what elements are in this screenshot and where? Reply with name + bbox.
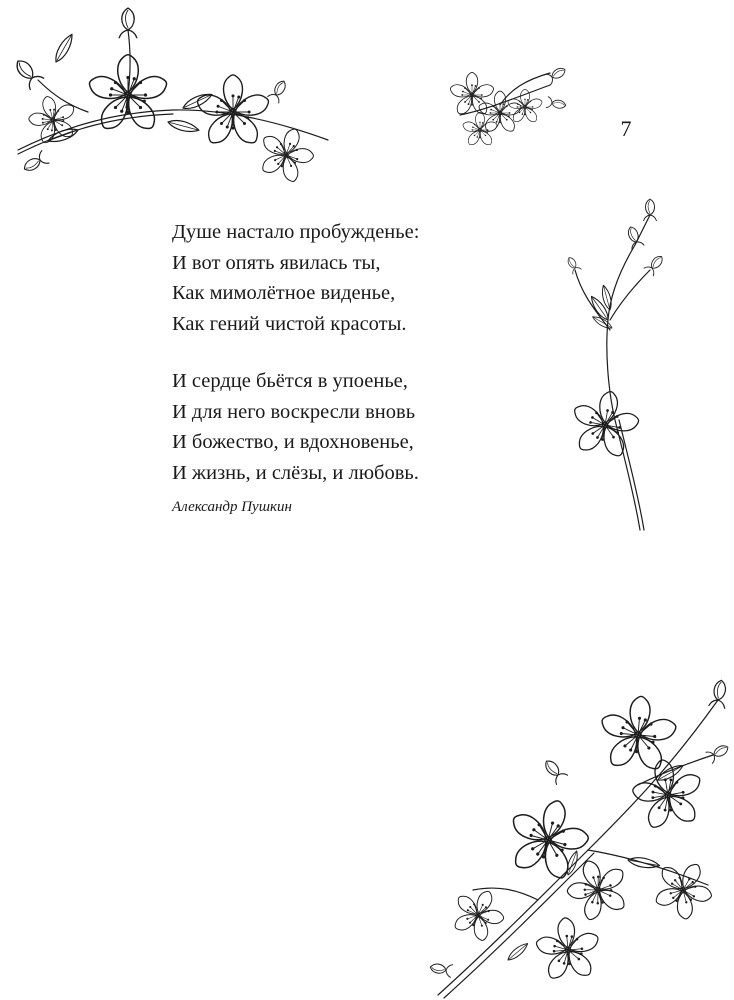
poem-line: И жизнь, и слёзы, и любовь. [172, 461, 419, 484]
poem-line: Как гений чистой красоты. [172, 312, 407, 335]
poem-stanza [172, 366, 502, 488]
poem-stanza [172, 217, 502, 339]
poem-line: И для него воскресли вновь [172, 400, 416, 423]
cherry-blossom-cluster-illustration [440, 55, 570, 155]
poem-author: Александр Пушкин [172, 499, 292, 515]
poem-line: И сердце бьётся в упоенье, [172, 370, 408, 392]
cherry-blossom-sprig-illustration [550, 200, 690, 540]
poem [172, 217, 502, 515]
page-number: 7 [620, 116, 632, 141]
poem-line: Душе настало пробужденье: [172, 221, 420, 243]
poem-line: И вот опять явилась ты, [172, 251, 381, 274]
poem-line: И божество, и вдохновенье, [172, 431, 414, 453]
cherry-blossom-branch-illustration [8, 0, 338, 195]
poem-line: Как мимолётное виденье, [172, 282, 396, 304]
cherry-blossom-large-branch-illustration [418, 660, 734, 1000]
